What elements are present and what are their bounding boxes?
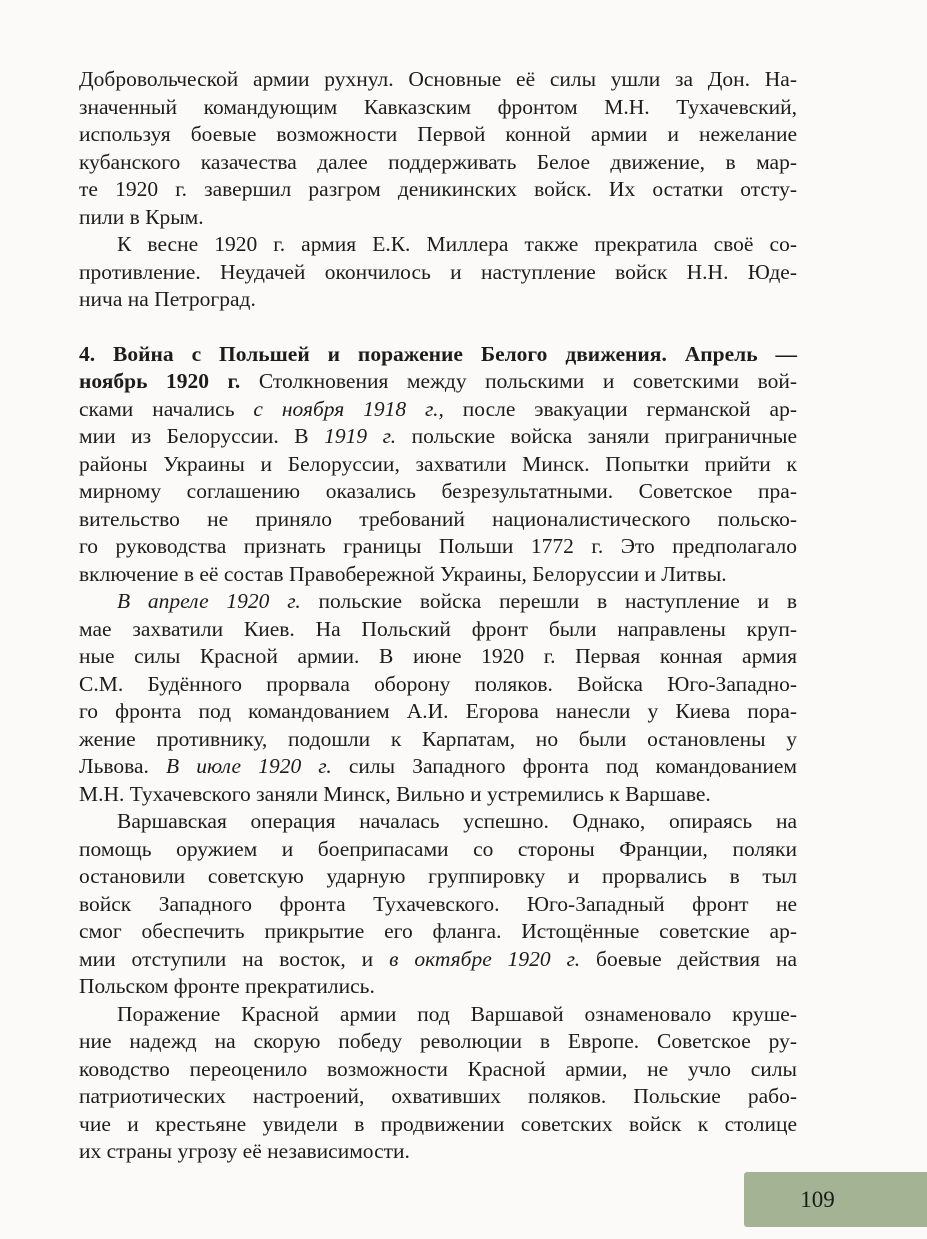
text-fragment: польские войска заняли приграничные [396,424,798,448]
text-fragment: мии отступили на восток, и [79,946,390,971]
text-line: помощь оружием и боеприпасами со стороны Франции, поляки [79,836,797,861]
text-line: нича на Петроград. [79,287,256,311]
text-fragment: Львова. [79,754,167,778]
italic-date: В июле 1920 г. [166,754,332,778]
text-line: Добровольческой армии рухнул. Основные её силы ушли за Дон. На- [79,67,797,91]
text-line: Варшавская операция началась успешно. Однако, опираясь на [117,809,797,833]
text-line: жение противнику, подошли к Карпатам, но были остановлены у [79,726,797,751]
text-line: их страны угрозу её независимости. [79,1139,410,1163]
text-line: войск Западного фронта Тухачевского. Юго-Западный фронт не [79,891,797,916]
italic-date: с ноября 1918 г., [253,396,444,421]
text-line: Поражение Красной армии под Варшавой ознаменовало круше- [117,1001,797,1026]
text-line: противление. Неудачей окончилось и наступление войск Н.Н. Юде- [79,259,797,284]
text-line [79,946,797,974]
text-line: мае захватили Киев. На Польский фронт были направлены круп- [79,616,797,641]
page-number: 109 [800,1187,835,1212]
section-heading: 4. Война с Польшей и поражение Белого движения. Апрель — [79,341,797,366]
text-line: остановили советскую ударную группировку и прорвались в тыл [79,864,797,888]
page-body-text [79,66,797,1166]
text-line: включение в её состав Правобережной Украины, Белоруссии и Литвы. [79,561,727,586]
paragraph-defeat [79,1001,797,1166]
text-line: значенный командующим Кавказским фронтом М.Н. Тухачевский, [79,94,797,119]
text-line: С.М. Будённого прорвала оборону поляков. Войска Юго-Западно- [79,671,797,696]
paragraph-intro [79,66,797,231]
text-line: го фронта под командованием А.И. Егорова нанесли у Киева пора- [79,699,797,723]
text-line [79,588,797,616]
text-line [79,396,797,424]
italic-date: в октябре 1920 г. [389,946,581,971]
italic-date: 1919 г. [324,424,397,448]
text-line: используя боевые возможности Первой конной армии и нежелание [79,122,797,146]
text-line [79,423,797,451]
text-line: патриотических настроений, охвативших поляков. Польские рабо- [79,1084,797,1108]
text-fragment: польские войска перешли в наступление и в [300,589,797,613]
text-line: К весне 1920 г. армия Е.К. Миллера также прекратила своё со- [117,232,797,256]
paragraph-warsaw [79,808,797,1001]
text-line [79,368,797,396]
text-fragment: мии из Белоруссии. В [79,424,325,448]
page-number-tab [744,1172,927,1227]
text-fragment: Столкновения между польскими и советскими вой- [240,369,797,393]
text-fragment: силы Западного фронта под командованием [331,754,797,778]
text-line: Польском фронте прекратились. [79,974,375,998]
text-line [79,753,797,781]
text-fragment: боевые действия на [580,946,797,971]
text-line: М.Н. Тухачевского заняли Минск, Вильно и устремились к Варшаве. [79,781,711,806]
text-fragment: сками начались [79,396,254,421]
text-fragment: после эвакуации германской ар- [443,396,797,421]
text-line: го руководства признать границы Польши 1772 г. Это предполагало [79,534,797,558]
text-line: ные силы Красной армии. В июне 1920 г. Первая конная армия [79,644,797,668]
text-line: ние надежд на скорую победу революции в Европе. Советское ру- [79,1029,797,1053]
text-line: чие и крестьяне увидели в продвижении советских войск к столице [79,1111,797,1136]
section-heading-continued: ноябрь 1920 г. [79,369,241,393]
section-gap [79,314,797,341]
text-line: те 1920 г. завершил разгром деникинских войск. Их остатки отсту- [79,177,797,201]
italic-date: В апреле 1920 г. [117,589,301,613]
text-line: вительство не приняло требований националистического польско- [79,506,797,531]
paragraph-miller [79,231,797,314]
text-line: ководство переоценило возможности Красной армии, не учло силы [79,1056,797,1081]
text-line: районы Украины и Белоруссии, захватили Минск. Попытки прийти к [79,451,797,476]
paragraph-april [79,588,797,808]
text-line: смог обеспечить прикрытие его фланга. Истощённые советские ар- [79,919,797,943]
text-line: пили в Крым. [79,204,204,229]
text-line: мирному соглашению оказались безрезультатными. Советское пра- [79,479,797,503]
section-4-paragraph [79,341,797,589]
text-line: кубанского казачества далее поддерживать Белое движение, в мар- [79,149,797,174]
